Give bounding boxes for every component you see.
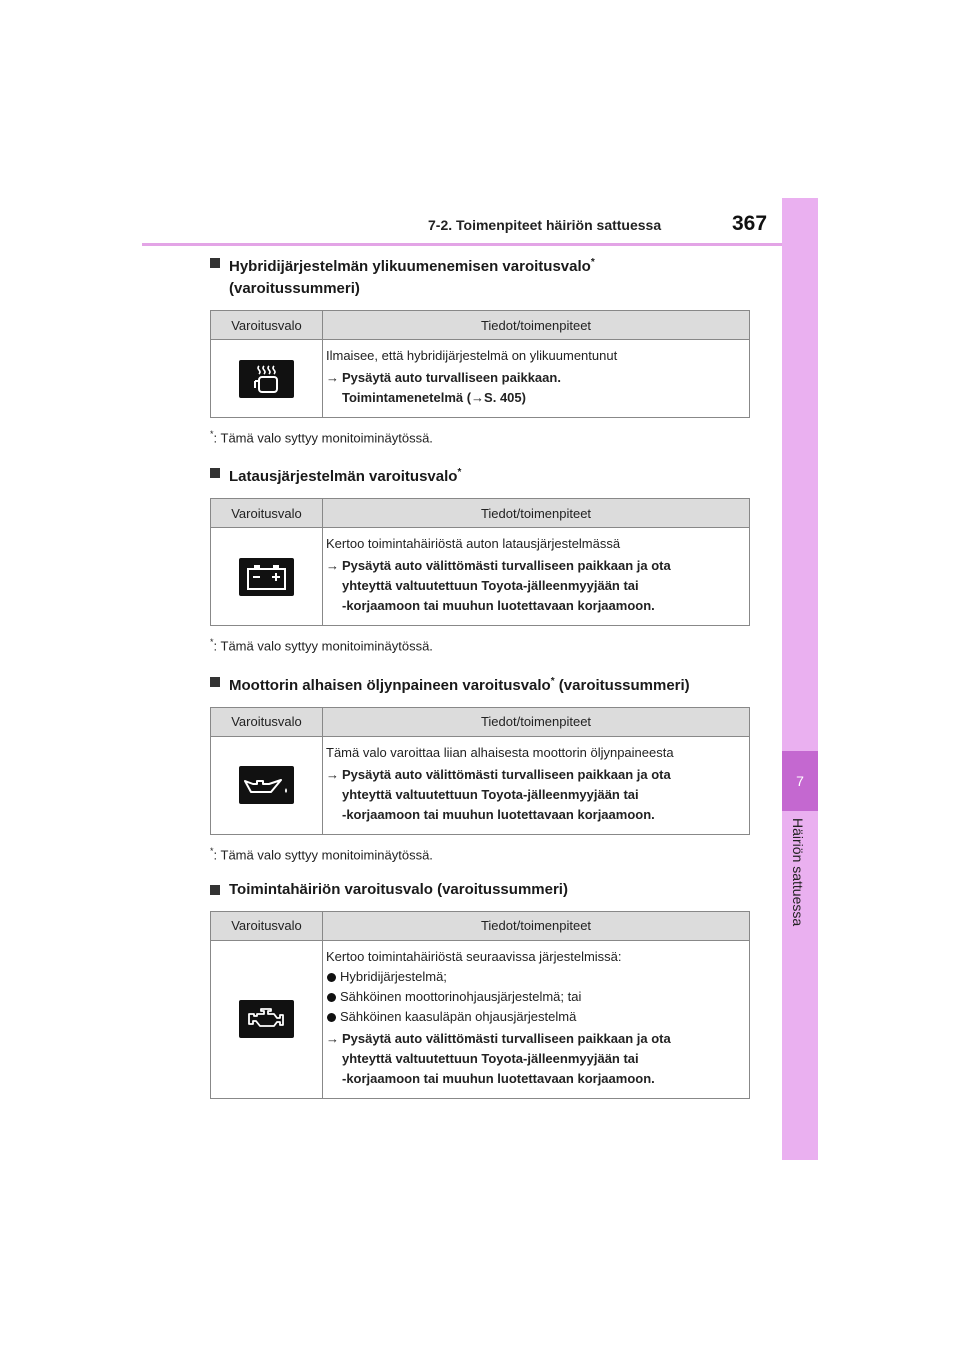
bullet-dot-icon xyxy=(327,973,336,982)
chapter-number: 7 xyxy=(782,751,818,811)
warning-table-charging xyxy=(210,498,750,626)
header-divider xyxy=(142,243,782,246)
col-header-info: Tiedot/toimenpiteet xyxy=(323,499,750,528)
footnote: *: Tämä valo syttyy monitoiminäytössä. xyxy=(210,429,433,446)
section-heading-oil-pressure: Moottorin alhaisen öljynpaineen varoitusvalo* (varoitussummeri) xyxy=(210,671,750,697)
footnote: *: Tämä valo syttyy monitoiminäytössä. xyxy=(210,637,433,654)
col-header-info: Tiedot/toimenpiteet xyxy=(323,707,750,736)
section-heading-hybrid-overheat: Hybridijärjestelmän ylikuumenemisen varoitusvalo* (varoitussummeri) xyxy=(210,252,750,300)
heading-bullet xyxy=(210,885,220,895)
list-item: Sähköinen moottorinohjausjärjestelmä; tai xyxy=(326,987,745,1007)
list-item: Sähköinen kaasuläpän ohjausjärjestelmä xyxy=(326,1007,745,1027)
section-heading-malfunction: Toimintahäiriön varoitusvalo (varoitussummeri) xyxy=(210,879,750,901)
battery-icon xyxy=(239,558,294,596)
oil-pressure-icon xyxy=(239,766,294,804)
info-description: Ilmaisee, että hybridijärjestelmä on ylikuumentunut xyxy=(326,348,618,363)
col-header-warning-light: Varoitusvalo xyxy=(211,311,323,340)
col-header-info: Tiedot/toimenpiteet xyxy=(323,311,750,340)
info-description: Kertoo toimintahäiriöstä auton latausjärjestelmässä xyxy=(326,536,621,552)
footnote: *: Tämä valo syttyy monitoiminäytössä. xyxy=(210,845,433,862)
col-header-warning-light: Varoitusvalo xyxy=(211,911,323,940)
heading-bullet xyxy=(210,677,220,687)
info-description: Tämä valo varoittaa liian alhaisesta moottorin öljynpaineesta xyxy=(326,744,674,760)
check-engine-icon xyxy=(239,1000,294,1038)
action-instruction: → Pysäytä auto välittömästi turvalliseen paikkaan ja ota yhteyttä valtuutettuun Toyota-jälleenmyyjään tai -korjaamoon tai muuhun luotettavaan korjaamoon. xyxy=(326,1030,671,1086)
info-description: Kertoo toimintahäiriöstä seuraavissa järjestelmissä: xyxy=(326,948,622,964)
section-heading-charging: Latausjärjestelmän varoitusvalo* xyxy=(210,462,750,488)
bullet-dot-icon xyxy=(327,993,336,1002)
heading-bullet xyxy=(210,258,220,268)
warning-table-oil-pressure xyxy=(210,707,750,835)
warning-table-hybrid-overheat xyxy=(210,310,750,418)
action-instruction: → Pysäytä auto turvalliseen paikkaan. Toimintamenetelmä (→S. 405) xyxy=(326,370,561,405)
page-number: 367 xyxy=(732,212,768,235)
col-header-warning-light: Varoitusvalo xyxy=(211,707,323,736)
chapter-side-tab xyxy=(782,198,818,1160)
warning-table-malfunction xyxy=(210,911,750,1099)
heading-bullet xyxy=(210,468,220,478)
list-item: Hybridijärjestelmä; xyxy=(326,967,745,987)
col-header-info: Tiedot/toimenpiteet xyxy=(323,911,750,940)
bullet-dot-icon xyxy=(327,1013,336,1022)
chapter-title: Häiriön sattuessa xyxy=(790,818,806,927)
main-content xyxy=(210,252,750,1099)
section-title: 7-2. Toimenpiteet häiriön sattuessa xyxy=(428,217,662,233)
action-instruction: → Pysäytä auto välittömästi turvalliseen paikkaan ja ota yhteyttä valtuutettuun Toyota-jälleenmyyjään tai -korjaamoon tai muuhun luotettavaan korjaamoon. xyxy=(326,558,671,614)
hybrid-overheat-icon xyxy=(239,360,294,398)
col-header-warning-light: Varoitusvalo xyxy=(211,499,323,528)
action-instruction: → Pysäytä auto välittömästi turvalliseen paikkaan ja ota yhteyttä valtuutettuun Toyota-jälleenmyyjään tai -korjaamoon tai muuhun luotettavaan korjaamoon. xyxy=(326,766,671,822)
